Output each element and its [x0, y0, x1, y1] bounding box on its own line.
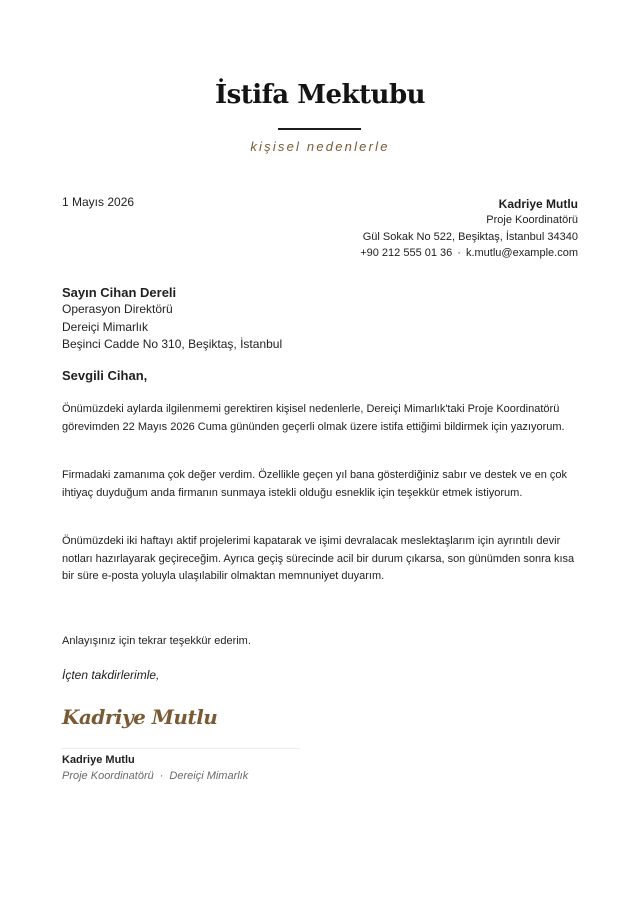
signature-meta — [62, 770, 248, 782]
sender-block — [360, 196, 578, 261]
sender-contact — [360, 245, 578, 261]
sender-role: Proje Koordinatörü — [486, 214, 578, 227]
sender-address: Gül Sokak No 522, Beşiktaş, İstanbul 34340 — [362, 230, 578, 243]
contact-separator: · — [457, 246, 461, 259]
body-paragraph: Önümüzdeki iki haftayı aktif projelerimi kapatarak ve işimi devralacak meslektaşlarım için ayrıntılı devir notları hazırlayarak geçireceğim. Ayrıca geçiş sürecinde acil bir durum çıkarsa, son günümden sonra kısa bir süre e-posta yoluyla ulaşılabilir olmaktan memnuniyet duyarım. — [62, 535, 575, 582]
page-title: İstifa Mektubu — [214, 80, 426, 110]
sender-name: Kadriye Mutlu — [498, 197, 578, 211]
page-subtitle: kişisel nedenlerle — [250, 139, 390, 154]
signature-separator: · — [159, 770, 164, 782]
recipient-address: Beşinci Cadde No 310, Beşiktaş, İstanbul — [62, 336, 283, 351]
signature-role: Proje Koordinatörü — [62, 770, 154, 782]
recipient-block — [62, 284, 282, 353]
signature-divider — [62, 748, 300, 749]
sender-email: k.mutlu@example.com — [465, 246, 578, 259]
salutation: Sevgili Cihan, — [62, 368, 148, 383]
handwritten-signature: Kadriye Mutlu — [62, 705, 218, 729]
recipient-company: Dereiçi Mimarlık — [62, 319, 149, 334]
recipient-title: Operasyon Direktörü — [62, 302, 173, 317]
body-paragraph: Anlayışınız için tekrar teşekkür ederim. — [62, 635, 251, 647]
sender-phone: +90 212 555 01 36 — [360, 246, 453, 259]
signature-company: Dereiçi Mimarlık — [169, 770, 249, 782]
signature-name: Kadriye Mutlu — [62, 754, 135, 766]
body-paragraph: Önümüzdeki aylarda ilgilenmemi gerektiren kişisel nedenlerle, Dereiçi Mimarlık'taki Proje Koordinatörü görevimden 22 Mayıs 2026 Cuma gününden geçerli olmak üzere istifa ettiğimi bildirmek için yazıyorum. — [62, 403, 565, 433]
body-paragraph: Firmadaki zamanıma çok değer verdim. Özellikle geçen yıl bana gösterdiğiniz sabır ve destek ve en çok ihtiyaç duyduğum anda firmanın sunmaya istekli olduğu esneklik için teşekkür etmek istiyorum. — [62, 469, 568, 499]
title-divider — [278, 128, 361, 130]
recipient-name: Sayın Cihan Dereli — [62, 285, 177, 300]
letter-date: 1 Mayıs 2026 — [62, 195, 135, 209]
closing-line: İçten takdirlerimle, — [62, 668, 160, 682]
